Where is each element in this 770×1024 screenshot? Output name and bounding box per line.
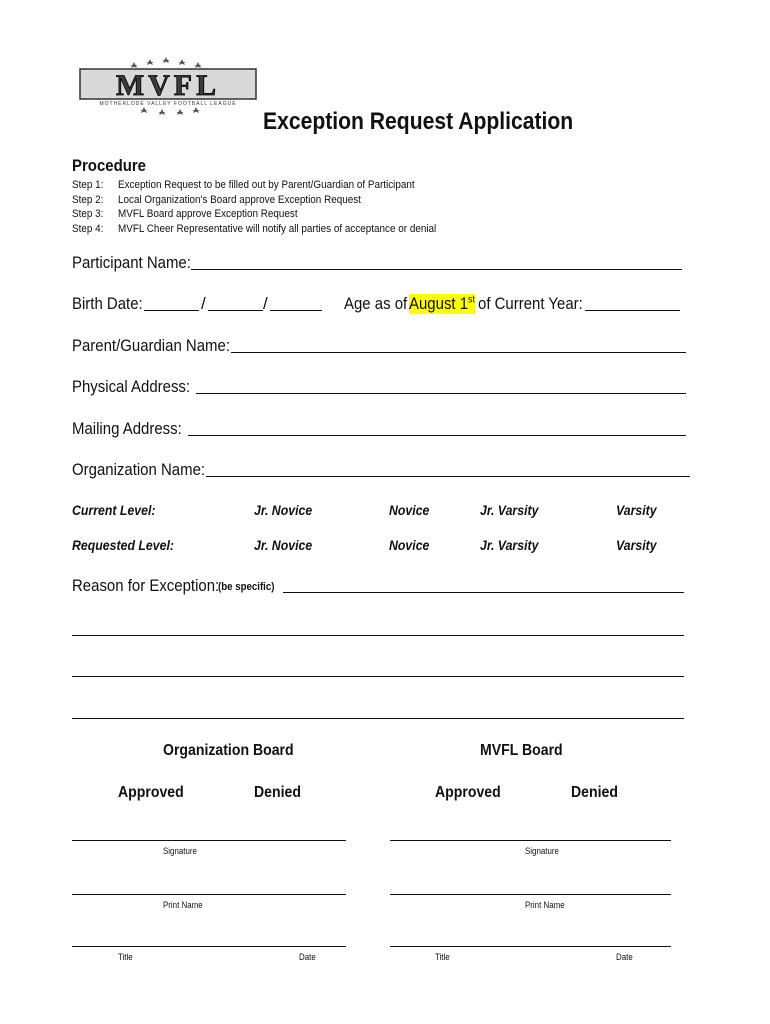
birth-date-separator-1: /: [201, 294, 206, 313]
step-2-label: Step 2:: [72, 194, 104, 206]
age-field[interactable]: [585, 310, 680, 311]
step-3-label: Step 3:: [72, 208, 104, 220]
mvfl-signature-field[interactable]: [390, 840, 671, 841]
reason-field-line-1[interactable]: [283, 592, 684, 593]
current-level-label: Current Level:: [72, 502, 156, 518]
physical-address-field[interactable]: [196, 393, 686, 394]
organization-name-label: Organization Name:: [72, 460, 206, 479]
reason-note: (be specific): [218, 581, 275, 593]
step-2-text: Local Organization's Board approve Exception Request: [118, 194, 361, 206]
step-4-text: MVFL Cheer Representative will notify all parties of acceptance or denial: [118, 223, 437, 235]
mvfl-signature-caption: Signature: [525, 846, 559, 856]
requested-level-novice[interactable]: Novice: [389, 537, 430, 553]
logo-tagline: MOTHERLODE VALLEY FOOTBALL LEAGUE: [99, 101, 237, 107]
page-title: Exception Request Application: [263, 108, 574, 135]
org-board-title: Organization Board: [163, 742, 294, 759]
requested-level-varsity[interactable]: Varsity: [616, 537, 657, 553]
age-label-highlight: August 1st: [409, 294, 475, 313]
birth-date-separator-2: /: [263, 294, 268, 313]
org-date-caption: Date: [299, 952, 316, 962]
mvfl-title-caption: Title: [435, 952, 450, 962]
mvfl-approved-option[interactable]: Approved: [435, 784, 501, 801]
mvfl-print-name-caption: Print Name: [525, 900, 565, 910]
requested-level-jr-varsity[interactable]: Jr. Varsity: [480, 537, 539, 553]
mvfl-denied-option[interactable]: Denied: [571, 784, 618, 801]
parent-name-label: Parent/Guardian Name:: [72, 336, 231, 355]
current-level-jr-varsity[interactable]: Jr. Varsity: [480, 502, 539, 518]
mvfl-print-name-field[interactable]: [390, 894, 671, 895]
current-level-varsity[interactable]: Varsity: [616, 502, 657, 518]
parent-name-field[interactable]: [231, 352, 686, 353]
participant-name-field[interactable]: [191, 269, 682, 270]
step-3-text: MVFL Board approve Exception Request: [118, 208, 298, 220]
mvfl-date-caption: Date: [616, 952, 633, 962]
reason-label: Reason for Exception:: [72, 576, 220, 595]
reason-field-line-3[interactable]: [72, 676, 684, 677]
step-4-label: Step 4:: [72, 223, 104, 235]
requested-level-label: Requested Level:: [72, 537, 175, 553]
org-signature-field[interactable]: [72, 840, 346, 841]
mvfl-board-title: MVFL Board: [480, 742, 563, 759]
age-superscript: st: [468, 294, 475, 306]
org-title-caption: Title: [118, 952, 133, 962]
org-approved-option[interactable]: Approved: [118, 784, 184, 801]
org-print-name-caption: Print Name: [163, 900, 203, 910]
procedure-heading: Procedure: [72, 156, 147, 175]
mvfl-title-date-field[interactable]: [390, 946, 671, 947]
physical-address-label: Physical Address:: [72, 377, 191, 396]
organization-name-field[interactable]: [206, 476, 690, 477]
birth-month-field[interactable]: [144, 310, 199, 311]
step-1-text: Exception Request to be filled out by Parent/Guardian of Participant: [118, 179, 415, 191]
step-1-label: Step 1:: [72, 179, 104, 191]
org-title-date-field[interactable]: [72, 946, 346, 947]
org-signature-caption: Signature: [163, 846, 197, 856]
reason-field-line-4[interactable]: [72, 718, 684, 719]
logo-text: MVFL: [115, 69, 221, 102]
org-print-name-field[interactable]: [72, 894, 346, 895]
birth-day-field[interactable]: [208, 310, 263, 311]
reason-field-line-2[interactable]: [72, 635, 684, 636]
logo-graphic: [78, 55, 258, 117]
mvfl-logo: [78, 55, 258, 117]
requested-level-jr-novice[interactable]: Jr. Novice: [254, 537, 313, 553]
current-level-jr-novice[interactable]: Jr. Novice: [254, 502, 313, 518]
birth-date-label: Birth Date:: [72, 294, 143, 313]
age-label-suffix: of Current Year:: [478, 294, 583, 313]
current-level-novice[interactable]: Novice: [389, 502, 430, 518]
mailing-address-field[interactable]: [188, 435, 686, 436]
age-label-prefix: Age as of: [344, 294, 408, 313]
participant-name-label: Participant Name:: [72, 253, 191, 272]
org-denied-option[interactable]: Denied: [254, 784, 301, 801]
mailing-address-label: Mailing Address:: [72, 419, 182, 438]
birth-year-field[interactable]: [270, 310, 322, 311]
